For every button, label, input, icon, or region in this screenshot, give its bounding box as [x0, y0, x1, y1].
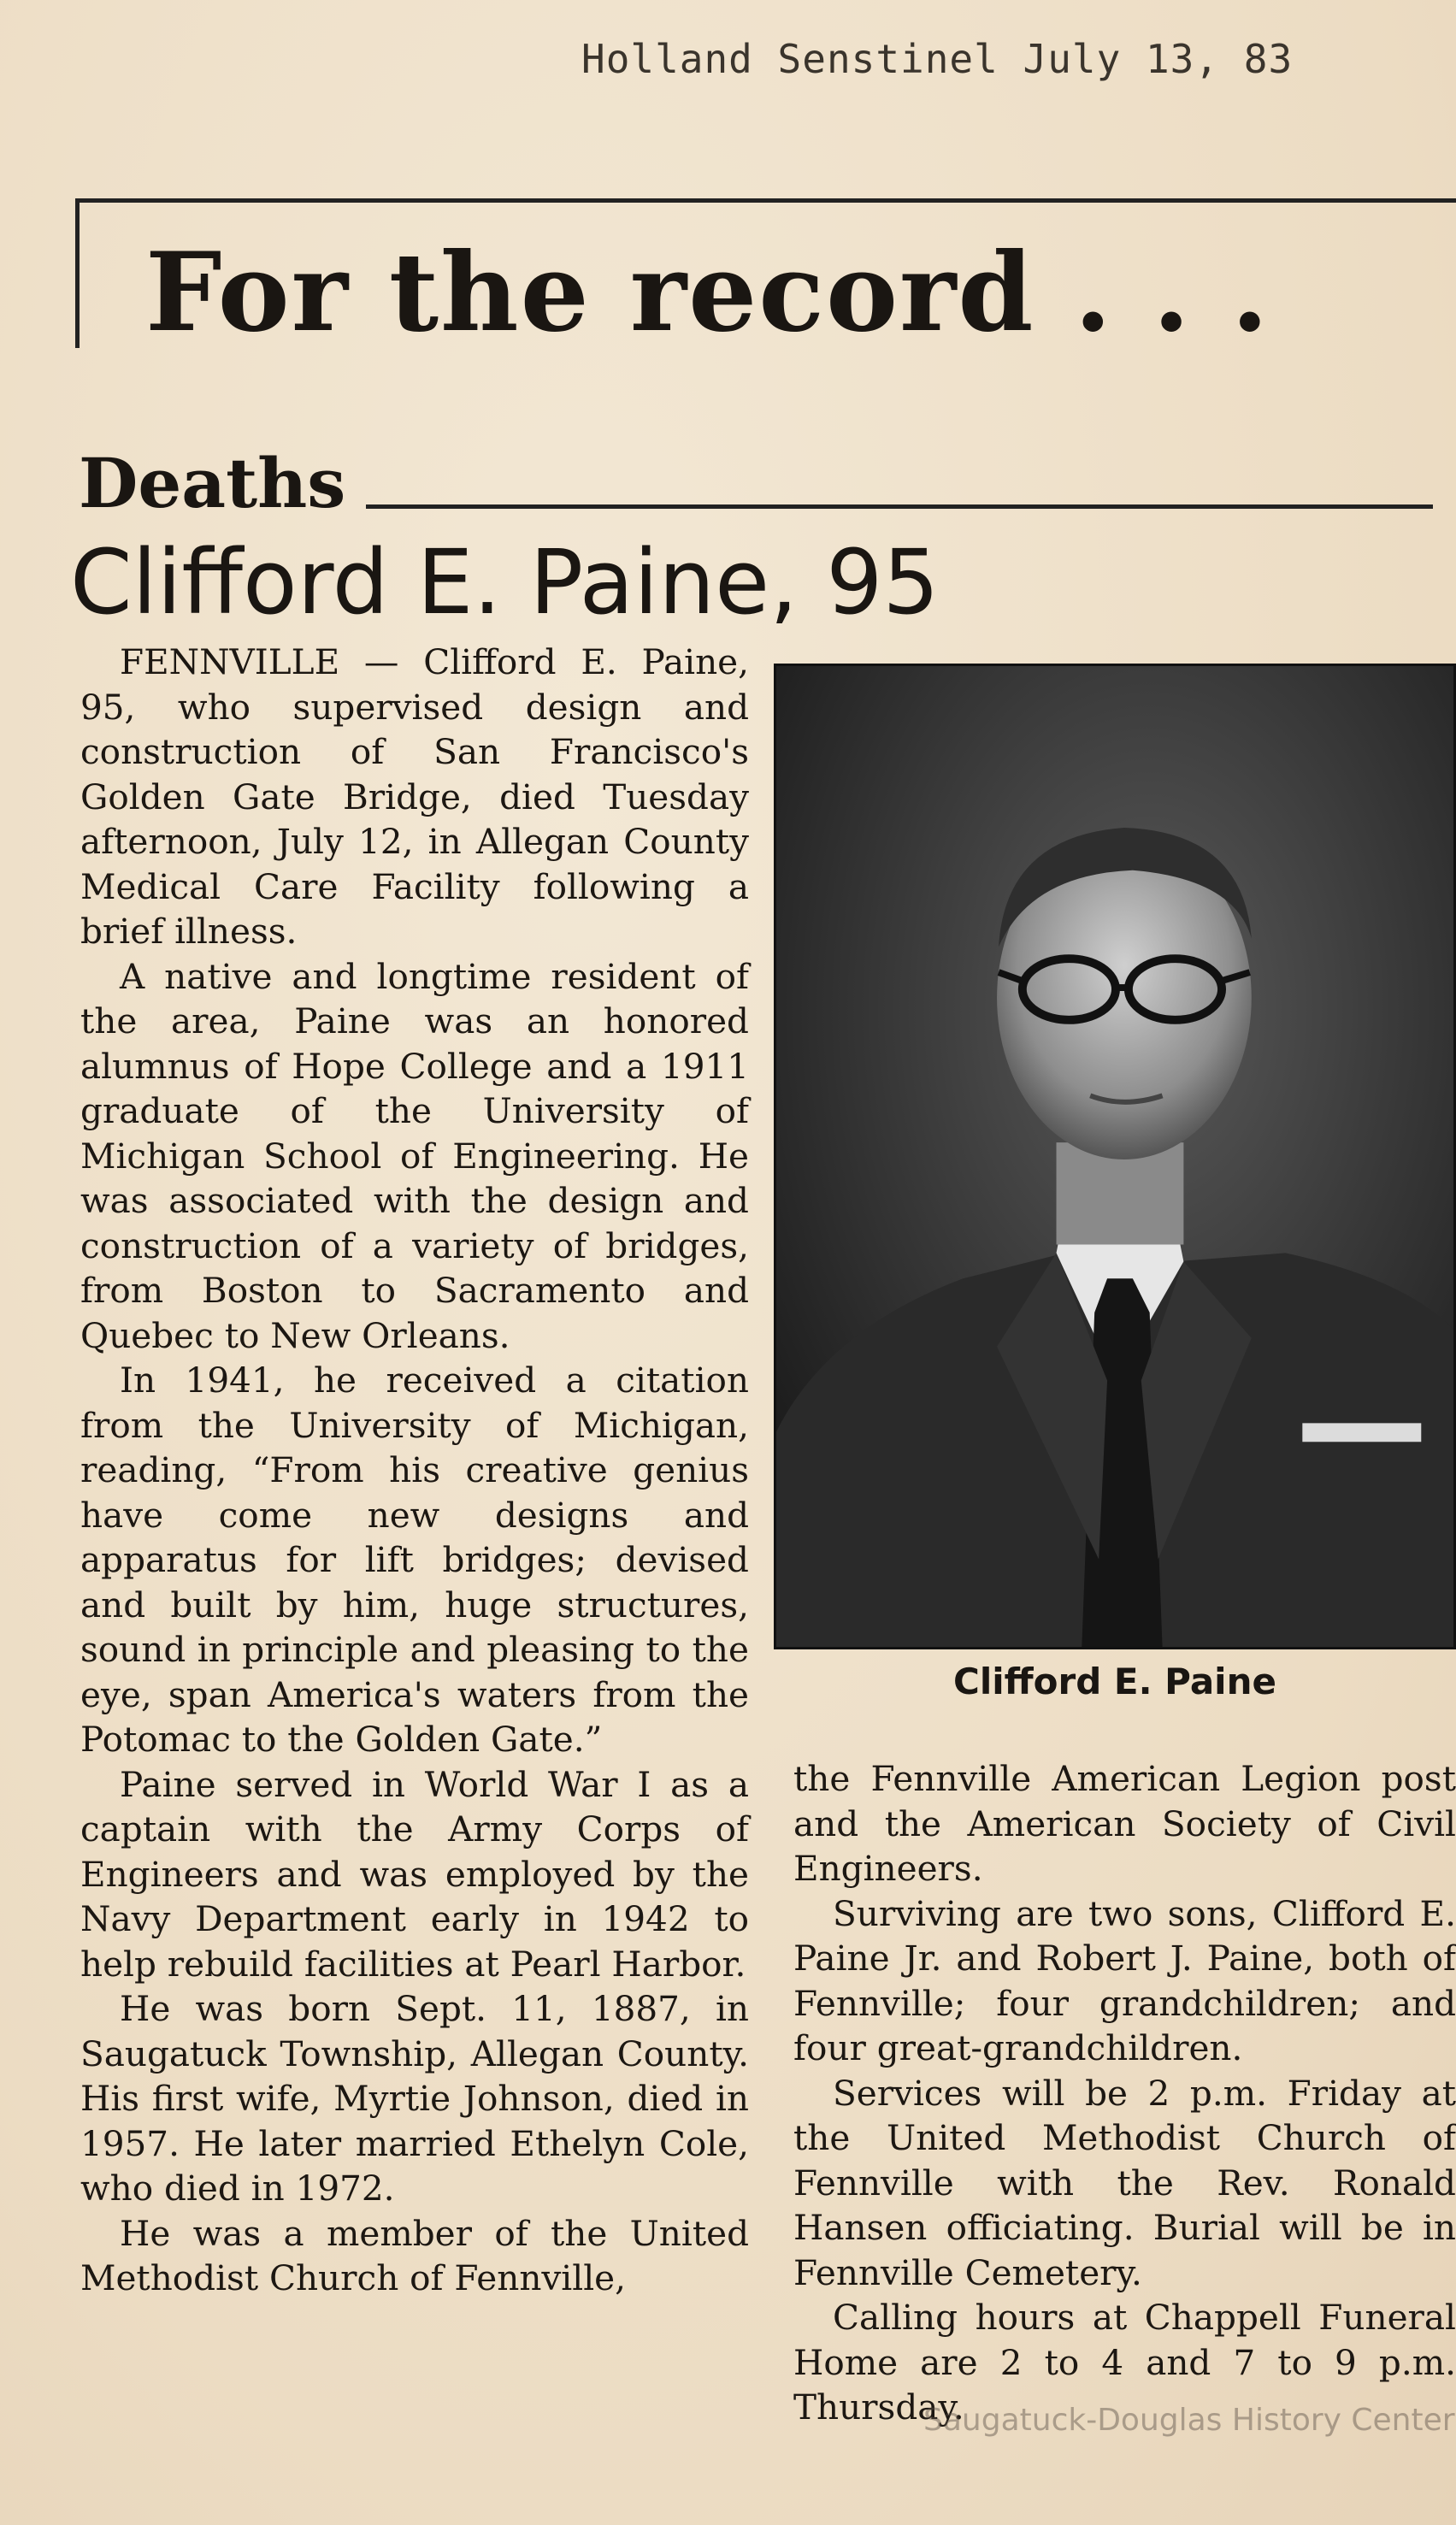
- paragraph: Surviving are two sons, Clifford E. Paine Jr. and Robert J. Paine, both of Fennville; four grandchildren; and four great-grandchildren.: [793, 1892, 1456, 2068]
- section-rule: [366, 504, 1433, 509]
- photo-caption: Clifford E. Paine: [953, 1661, 1276, 1702]
- portrait-illustration: [776, 666, 1453, 1647]
- section-label: Deaths: [79, 443, 346, 523]
- obituary-headline: Clifford E. Paine, 95: [70, 530, 940, 634]
- article-column-1: [80, 640, 749, 2301]
- article-column-2: [793, 1756, 1456, 2430]
- paragraph: In 1941, he received a citation from the University of Michigan, reading, “From his creative genius have come new designs and apparatus for lift bridges; devised and built by him, huge structures, sound in principle and pleasing to the eye, span America's waters from the Potomac to the Golden Gate.”: [80, 1360, 749, 1760]
- paragraph: the Fennville American Legion post and the American Society of Civil Engineers.: [793, 1758, 1456, 1889]
- paragraph: Calling hours at Chappell Funeral Home are 2 to 4 and 7 to 9 p.m. Thursday.: [793, 2297, 1456, 2428]
- paragraph: Services will be 2 p.m. Friday at the United Methodist Church of Fennville with the Rev. Ronald Hansen officiating. Burial will be in Fennville Cemetery.: [793, 2072, 1456, 2293]
- paragraph: A native and longtime resident of the area, Paine was an honored alumnus of Hope College and a 1911 graduate of the University of Michigan School of Engineering. He was associated with the design and construction of a variety of bridges, from Boston to Sacramento and Quebec to New Orleans.: [80, 955, 749, 1356]
- paragraph: He was born Sept. 11, 1887, in Saugatuck Township, Allegan County. His first wife, Myrtie Johnson, died in 1957. He later married Ethelyn Cole, who died in 1972.: [80, 1988, 749, 2209]
- section-title: For the record . . .: [145, 229, 1270, 356]
- handwritten-source-note: Holland Senstinel July 13, 83: [581, 36, 1294, 82]
- paragraph: FENNVILLE — Clifford E. Paine, 95, who supervised design and construction of San Francisco's Golden Gate Bridge, died Tuesday afternoon, July 12, in Allegan County Medical Care Facility following a brief illness.: [80, 641, 749, 952]
- paragraph: Paine served in World War I as a captain with the Army Corps of Engineers and was employed by the Navy Department early in 1942 to help rebuild facilities at Pearl Harbor.: [80, 1763, 749, 1985]
- paragraph: He was a member of the United Methodist Church of Fennville,: [80, 2212, 749, 2298]
- archive-watermark: Saugatuck-Douglas History Center: [923, 2403, 1455, 2438]
- portrait-photo: [774, 664, 1456, 1649]
